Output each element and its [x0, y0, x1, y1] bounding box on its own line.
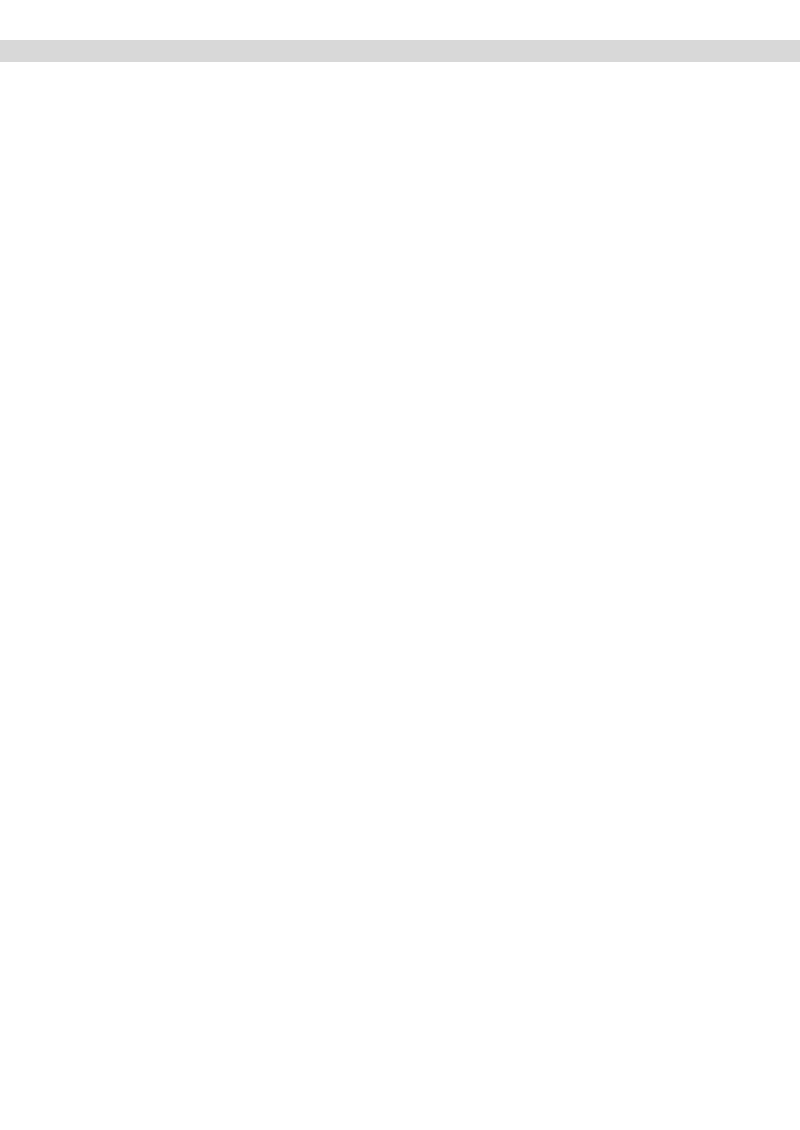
header-band [0, 40, 800, 62]
page-content [93, 104, 707, 150]
